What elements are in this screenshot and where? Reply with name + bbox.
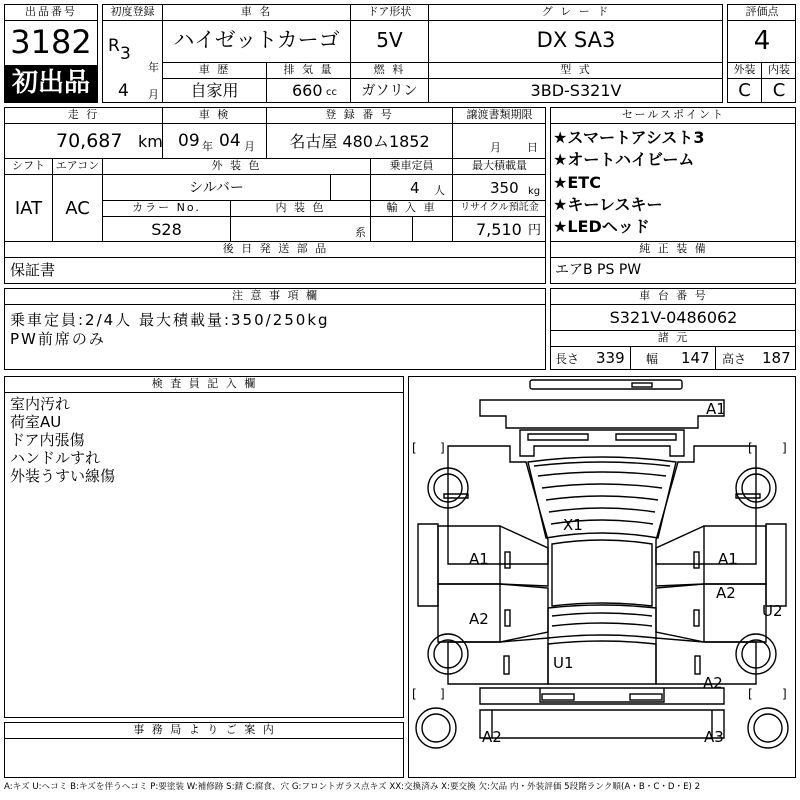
int-color-unit: 系 [355,226,366,239]
insp-month: 04 [219,131,241,151]
mileage-label: 走 行 [67,108,100,121]
damage-mark: A2 [716,584,736,602]
reg-year: 3 [120,44,131,64]
damage-mark: U2 [762,602,783,620]
first-listing-text: 初出品 [11,68,90,98]
era: R [108,36,120,56]
damage-mark: A1 [718,550,738,568]
grade: DX SA3 [536,28,616,52]
svg-text:]: ] [440,441,445,455]
damage-mark: X1 [563,516,583,534]
score-label: 評価点 [745,5,779,18]
sales-point: ★キーレスキー [553,195,663,214]
deadline-day: 日 [527,141,538,154]
sales-point: ★スマートアシスト3 [553,128,705,147]
score: 4 [753,26,771,56]
height: 187 [762,349,791,367]
inspector-line: ハンドルすれ [10,449,101,467]
displacement: 660 [292,81,323,100]
inspection-label: 車 検 [198,108,231,121]
spec-label: 諸 元 [657,331,690,344]
damage-mark: A2 [703,674,723,692]
sales-point: ★LEDヘッド [553,217,650,236]
svg-text:[: [ [412,441,417,455]
capacity-unit: 人 [434,184,445,197]
equipment: エアB PS PW [555,262,642,278]
width-label: 幅 [646,352,659,366]
capacity: 4 [410,179,420,197]
insp-month-unit: 月 [244,140,255,153]
note-line: 乗車定員:2/4人 最大積載量:350/250kg [10,311,330,329]
insp-year-unit: 年 [202,140,213,153]
damage-mark: A2 [469,610,489,628]
svg-text:[: [ [748,687,753,701]
history-label: 車 歴 [198,63,231,76]
max-load: 350 [490,179,519,197]
chassis-number: S321V-0486062 [609,308,738,327]
lot-number: 3182 [10,23,92,61]
sales-points-label: セールスポイント [621,108,725,121]
recycle-fee: 7,510 [476,220,522,239]
model-label: 型 式 [560,63,592,76]
svg-text:[: [ [748,441,753,455]
damage-mark: A3 [704,728,724,746]
grade-label: グ レ ー ド [541,5,611,18]
note-line: PW前席のみ [10,330,106,348]
fuel-label: 燃 料 [373,63,406,76]
office-label: 事 務 局 よ り ご 案 内 [133,723,276,736]
shift: IAT [14,198,43,219]
chassis-label: 車 台 番 号 [639,289,708,302]
int-color-label: 内 装 色 [275,201,326,214]
max-load-unit: kg [528,186,541,197]
door-type: 5V [376,28,403,52]
equipment-label: 純 正 装 備 [639,242,708,255]
length-label: 長さ [555,352,580,366]
svg-text:[: [ [412,687,417,701]
color-label: 外 装 色 [211,159,262,172]
recycle-label: リサイクル預託金 [460,202,539,213]
registration-number: 名古屋 480ム1852 [289,132,430,151]
inspector-label: 検 査 員 記 入 欄 [151,377,258,390]
inspector-line: 外装うすい線傷 [10,467,116,485]
legend: A:キズ U:ヘコミ B:キズを伴うヘコミ P:要塗装 W:補修跡 S:錆 C:腐食、穴 G:フロントガラス点キズ XX:交換済み X:要交換 欠:欠品 内・外装評価 5段階ランク順(A・B・C・D・E) 2 [4,782,701,792]
exterior-grade: C [738,80,751,101]
capacity-label: 乗車定員 [389,159,434,172]
import-label: 輸 入 車 [386,201,437,214]
ac-label: エアコン [55,159,100,172]
parts-label: 後 日 発 送 部 品 [222,242,329,255]
inspector-line: 室内汚れ [10,395,71,413]
recycle-unit: 円 [528,223,542,238]
displacement-label: 排 気 量 [283,63,334,76]
month-unit: 月 [148,88,159,101]
mileage-unit: km [138,132,163,151]
parts: 保証書 [10,261,56,279]
sales-point: ★ETC [553,173,601,192]
displacement-unit: cc [326,87,337,98]
length: 339 [596,349,625,367]
car-diagram [408,376,796,778]
inspector-line: 荷室AU [10,413,62,431]
svg-text:]: ] [782,441,787,455]
interior-grade: C [772,80,786,101]
reg-month: 4 [118,81,129,101]
svg-text:]: ] [440,687,445,701]
lot-number-label: 出品番号 [25,5,77,18]
color-no-label: カラー No. [132,201,201,214]
ac: AC [65,198,90,219]
height-label: 高さ [722,352,747,366]
year-unit: 年 [148,61,159,74]
car-name: ハイゼットカーゴ [173,28,340,52]
interior-label: 内装 [768,63,790,76]
model: 3BD-S321V [530,81,622,100]
color-number: S28 [151,220,182,239]
damage-mark: A2 [482,728,502,746]
insp-year: 09 [178,131,200,151]
shift-label: シフト [12,159,45,172]
car-name-label: 車 名 [240,5,273,18]
svg-text:]: ] [782,687,787,701]
exterior-color: シルバー [189,180,244,196]
door-label: ドア形状 [367,5,412,18]
width: 147 [681,349,710,367]
sales-point: ★オートハイビーム [553,150,695,169]
damage-mark: A1 [469,550,489,568]
fuel: ガソリン [361,83,418,99]
deadline-label: 譲渡書類期限 [466,108,533,121]
first-registration-label: 初度登録 [110,5,155,18]
mileage: 70,687 [56,130,123,152]
damage-mark: U1 [553,654,574,672]
deadline-month: 月 [490,141,501,154]
notes-label: 注 意 事 項 欄 [232,289,319,302]
exterior-label: 外装 [733,63,756,76]
inspector-line: ドア内張傷 [10,431,85,449]
registration-label: 登 録 番 号 [325,108,394,121]
history: 自家用 [190,81,239,100]
damage-mark: A1 [706,400,726,418]
inspector-box [4,376,404,718]
max-load-label: 最大積載量 [472,159,527,172]
